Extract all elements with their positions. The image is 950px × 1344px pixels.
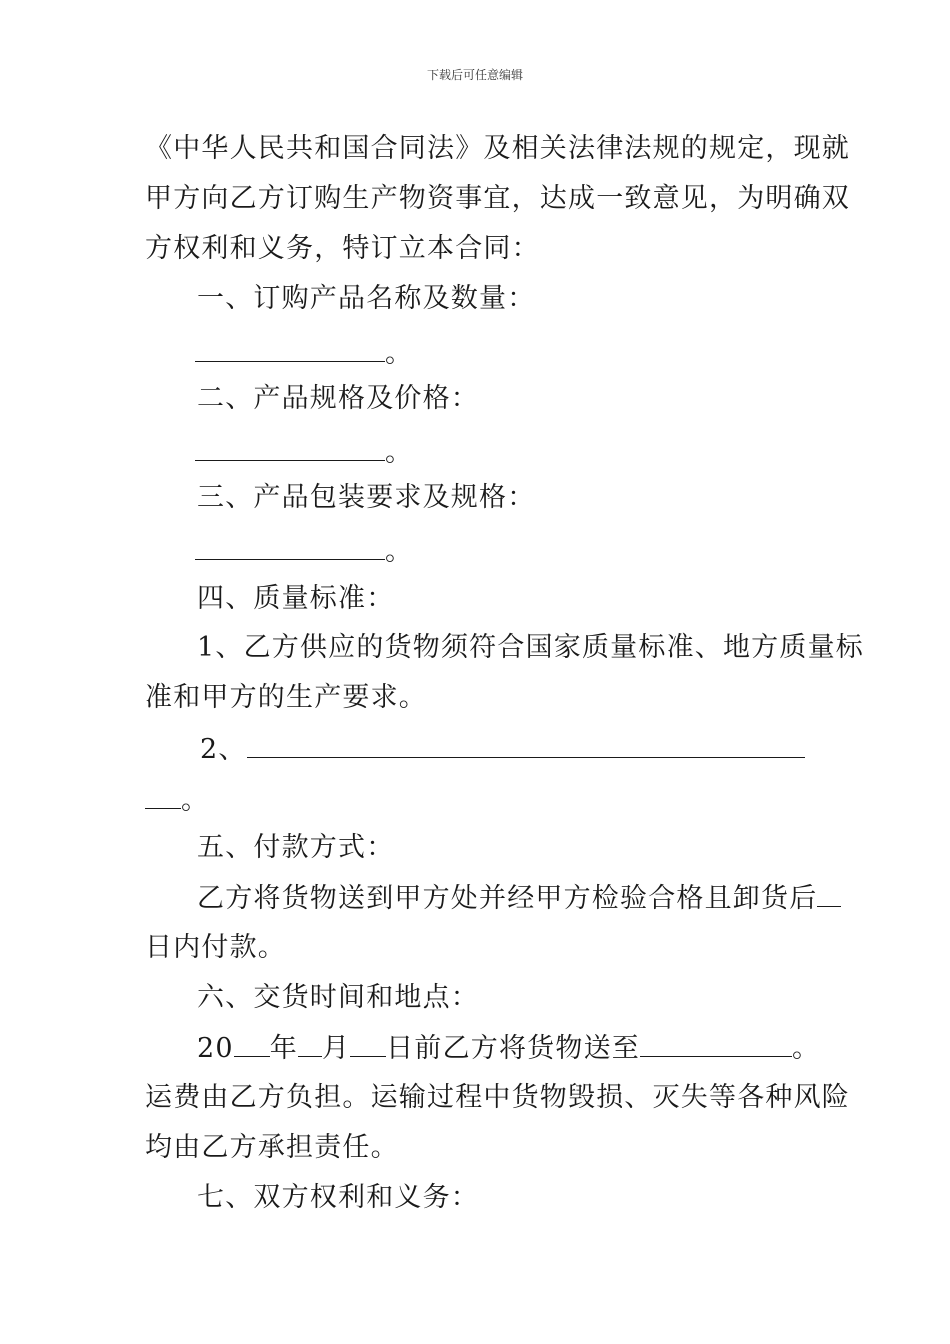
intro-line-1: 《中华人民共和国合同法》及相关法律法规的规定，现就 bbox=[145, 133, 850, 164]
section-6-line-2: 运费由乙方负担。运输过程中货物毁损、灭失等各种风险 bbox=[145, 1082, 850, 1113]
month-label: 月 bbox=[321, 1033, 351, 1064]
blank-field bbox=[350, 1030, 386, 1057]
section-4-title: 四、质量标准： bbox=[197, 583, 395, 614]
blank-field bbox=[817, 880, 841, 907]
section-4-item-1-line-1: 1、乙方供应的货物须符合国家质量标准、地方质量标 bbox=[197, 632, 864, 663]
section-5-line-2: 日内付款。 bbox=[145, 932, 286, 963]
section-5-line-1 bbox=[197, 880, 841, 917]
intro-line-3: 方权利和义务，特订立本合同： bbox=[145, 233, 540, 264]
period: 。 bbox=[181, 785, 210, 816]
section-3-title: 三、产品包装要求及规格： bbox=[197, 482, 536, 513]
section-1-fill-line bbox=[195, 335, 413, 372]
blank-field bbox=[145, 782, 181, 809]
delivery-text: 日前乙方将货物送至 bbox=[386, 1033, 640, 1064]
section-6-title: 六、交货时间和地点： bbox=[197, 982, 479, 1013]
payment-text: 乙方将货物送到甲方处并经甲方检验合格且卸货后 bbox=[197, 883, 818, 914]
year-label: 年 bbox=[269, 1033, 298, 1064]
blank-field bbox=[640, 1030, 792, 1057]
section-7-title: 七、双方权利和义务： bbox=[197, 1182, 479, 1213]
intro-line-2: 甲方向乙方订购生产物资事宜，达成一致意见，为明确双 bbox=[145, 183, 850, 214]
page-header: 下载后可任意编辑 bbox=[426, 68, 523, 82]
item-number: 2、 bbox=[200, 734, 247, 765]
section-2-title: 二、产品规格及价格： bbox=[197, 383, 479, 414]
blank-field bbox=[247, 731, 805, 758]
period: 。 bbox=[385, 536, 414, 567]
period: 。 bbox=[791, 1033, 821, 1064]
blank-field bbox=[195, 434, 385, 461]
section-6-line-3: 均由乙方承担责任。 bbox=[145, 1132, 399, 1163]
section-4-item-1-line-2: 准和甲方的生产要求。 bbox=[145, 682, 427, 713]
section-4-item-2-line-1 bbox=[200, 731, 805, 768]
section-3-fill-line bbox=[195, 533, 413, 570]
section-2-fill-line bbox=[195, 434, 413, 471]
section-1-title: 一、订购产品名称及数量： bbox=[197, 283, 536, 314]
year-prefix: 20 bbox=[197, 1033, 234, 1064]
section-5-title: 五、付款方式： bbox=[197, 832, 395, 863]
section-4-item-2-line-2 bbox=[145, 782, 209, 819]
blank-field bbox=[195, 533, 385, 560]
blank-field bbox=[195, 335, 385, 362]
blank-field bbox=[298, 1030, 322, 1057]
period: 。 bbox=[385, 437, 414, 468]
section-6-line-1 bbox=[197, 1030, 820, 1067]
period: 。 bbox=[385, 338, 414, 369]
blank-field bbox=[234, 1030, 270, 1057]
